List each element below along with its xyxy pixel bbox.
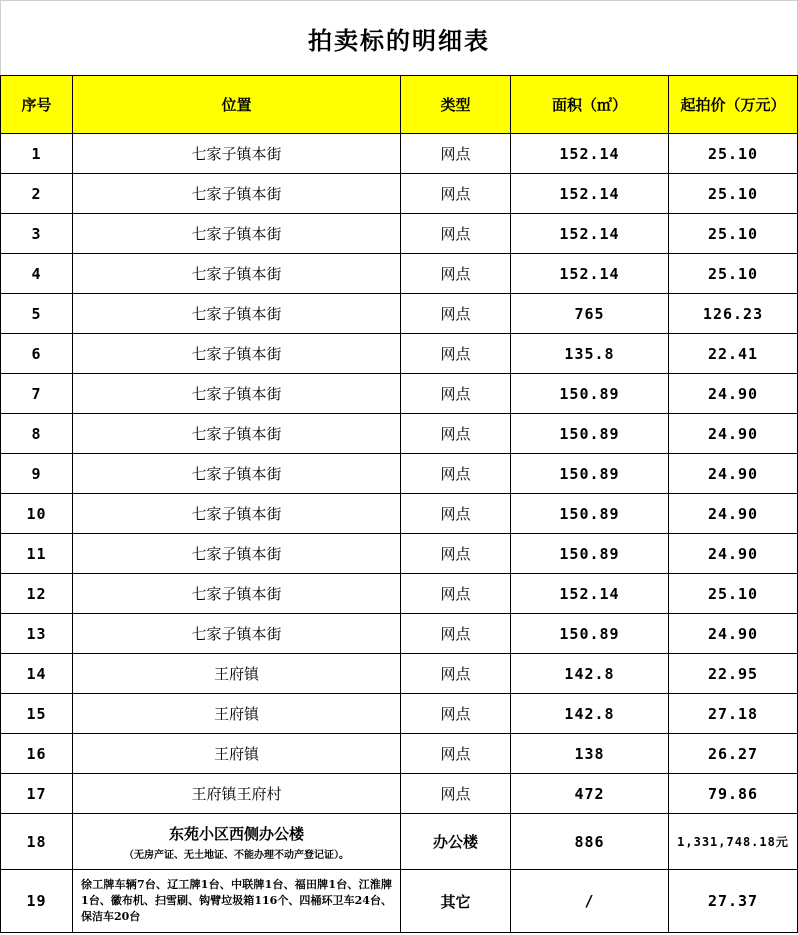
cell-position: 七家子镇本街 bbox=[73, 374, 401, 414]
cell-type: 网点 bbox=[401, 694, 511, 734]
cell-price: 1,331,748.18元 bbox=[669, 814, 798, 870]
cell-price: 25.10 bbox=[669, 134, 798, 174]
cell-area: / bbox=[511, 870, 669, 933]
cell-area: 152.14 bbox=[511, 254, 669, 294]
table-row bbox=[1, 694, 798, 734]
cell-type: 网点 bbox=[401, 294, 511, 334]
table-row bbox=[1, 254, 798, 294]
cell-position: 七家子镇本街 bbox=[73, 134, 401, 174]
cell-index: 12 bbox=[1, 574, 73, 614]
cell-index: 17 bbox=[1, 774, 73, 814]
cell-type: 网点 bbox=[401, 654, 511, 694]
table-row bbox=[1, 214, 798, 254]
cell-type: 网点 bbox=[401, 454, 511, 494]
cell-position: 七家子镇本街 bbox=[73, 574, 401, 614]
cell-index: 13 bbox=[1, 614, 73, 654]
cell-price: 22.41 bbox=[669, 334, 798, 374]
header-area: 面积（㎡） bbox=[511, 76, 669, 134]
cell-position: 七家子镇本街 bbox=[73, 534, 401, 574]
cell-price: 22.95 bbox=[669, 654, 798, 694]
cell-price: 26.27 bbox=[669, 734, 798, 774]
cell-type: 网点 bbox=[401, 334, 511, 374]
cell-price: 25.10 bbox=[669, 254, 798, 294]
cell-area: 152.14 bbox=[511, 134, 669, 174]
cell-area: 152.14 bbox=[511, 174, 669, 214]
cell-type: 网点 bbox=[401, 734, 511, 774]
cell-price: 24.90 bbox=[669, 534, 798, 574]
cell-type: 网点 bbox=[401, 534, 511, 574]
cell-index: 15 bbox=[1, 694, 73, 734]
header-index: 序号 bbox=[1, 76, 73, 134]
cell-position: 七家子镇本街 bbox=[73, 414, 401, 454]
cell-price: 27.37 bbox=[669, 870, 798, 933]
cell-type: 网点 bbox=[401, 374, 511, 414]
cell-index: 5 bbox=[1, 294, 73, 334]
cell-position: 王府镇 bbox=[73, 734, 401, 774]
cell-type: 其它 bbox=[401, 870, 511, 933]
cell-index: 6 bbox=[1, 334, 73, 374]
cell-area: 886 bbox=[511, 814, 669, 870]
cell-index: 9 bbox=[1, 454, 73, 494]
cell-index: 10 bbox=[1, 494, 73, 534]
cell-type: 网点 bbox=[401, 254, 511, 294]
header-price: 起拍价（万元） bbox=[669, 76, 798, 134]
position-note: （无房产证、无土地证、不能办理不动产登记证）。 bbox=[124, 849, 349, 861]
position-main: 东苑小区西侧办公楼 bbox=[168, 824, 304, 843]
cell-area: 142.8 bbox=[511, 654, 669, 694]
cell-price: 25.10 bbox=[669, 574, 798, 614]
cell-index: 8 bbox=[1, 414, 73, 454]
cell-area: 150.89 bbox=[511, 414, 669, 454]
table-row bbox=[1, 614, 798, 654]
cell-area: 142.8 bbox=[511, 694, 669, 734]
cell-index: 14 bbox=[1, 654, 73, 694]
cell-position: 七家子镇本街 bbox=[73, 454, 401, 494]
cell-position: 七家子镇本街 bbox=[73, 254, 401, 294]
cell-position: 王府镇 bbox=[73, 694, 401, 734]
cell-area: 135.8 bbox=[511, 334, 669, 374]
cell-price: 25.10 bbox=[669, 174, 798, 214]
table-row bbox=[1, 654, 798, 694]
cell-position: 王府镇 bbox=[73, 654, 401, 694]
cell-area: 150.89 bbox=[511, 534, 669, 574]
table-row bbox=[1, 534, 798, 574]
cell-position: 七家子镇本街 bbox=[73, 294, 401, 334]
table-title: 拍卖标的明细表 bbox=[1, 1, 798, 76]
cell-type: 网点 bbox=[401, 494, 511, 534]
cell-position: 七家子镇本街 bbox=[73, 334, 401, 374]
cell-price: 24.90 bbox=[669, 614, 798, 654]
table-row bbox=[1, 574, 798, 614]
cell-price: 24.90 bbox=[669, 454, 798, 494]
cell-position bbox=[73, 870, 401, 933]
cell-area: 152.14 bbox=[511, 214, 669, 254]
cell-position: 七家子镇本街 bbox=[73, 614, 401, 654]
cell-price: 25.10 bbox=[669, 214, 798, 254]
cell-price: 27.18 bbox=[669, 694, 798, 734]
cell-position: 七家子镇本街 bbox=[73, 174, 401, 214]
cell-type: 网点 bbox=[401, 414, 511, 454]
cell-index: 3 bbox=[1, 214, 73, 254]
cell-area: 152.14 bbox=[511, 574, 669, 614]
table-row bbox=[1, 374, 798, 414]
header-position: 位置 bbox=[73, 76, 401, 134]
cell-type: 网点 bbox=[401, 214, 511, 254]
cell-index: 11 bbox=[1, 534, 73, 574]
cell-type: 网点 bbox=[401, 134, 511, 174]
position-description: 徐工牌车辆7台、辽工牌1台、中联牌1台、福田牌1台、江淮牌1台、徽布机、扫雪刷、钩臂垃圾箱116个、四桶环卫车24台、保洁车20台 bbox=[81, 878, 392, 923]
cell-price: 24.90 bbox=[669, 494, 798, 534]
cell-index: 1 bbox=[1, 134, 73, 174]
table-row-18 bbox=[1, 814, 798, 870]
cell-index: 19 bbox=[1, 870, 73, 933]
cell-type: 网点 bbox=[401, 174, 511, 214]
table-row bbox=[1, 734, 798, 774]
cell-index: 18 bbox=[1, 814, 73, 870]
cell-type: 网点 bbox=[401, 774, 511, 814]
cell-position: 七家子镇本街 bbox=[73, 214, 401, 254]
table-row bbox=[1, 134, 798, 174]
table-row bbox=[1, 414, 798, 454]
cell-type: 网点 bbox=[401, 574, 511, 614]
cell-index: 4 bbox=[1, 254, 73, 294]
cell-area: 150.89 bbox=[511, 614, 669, 654]
cell-price: 24.90 bbox=[669, 374, 798, 414]
cell-area: 150.89 bbox=[511, 374, 669, 414]
cell-position bbox=[73, 814, 401, 870]
header-type: 类型 bbox=[401, 76, 511, 134]
cell-price: 79.86 bbox=[669, 774, 798, 814]
cell-price: 24.90 bbox=[669, 414, 798, 454]
cell-position: 王府镇王府村 bbox=[73, 774, 401, 814]
table-row-19 bbox=[1, 870, 798, 933]
cell-type: 办公楼 bbox=[401, 814, 511, 870]
table-row bbox=[1, 294, 798, 334]
cell-type: 网点 bbox=[401, 614, 511, 654]
table-row bbox=[1, 334, 798, 374]
cell-index: 7 bbox=[1, 374, 73, 414]
cell-price: 126.23 bbox=[669, 294, 798, 334]
cell-position: 七家子镇本街 bbox=[73, 494, 401, 534]
cell-area: 765 bbox=[511, 294, 669, 334]
header-row bbox=[1, 76, 798, 134]
cell-area: 150.89 bbox=[511, 494, 669, 534]
table-row bbox=[1, 494, 798, 534]
cell-area: 472 bbox=[511, 774, 669, 814]
table-row bbox=[1, 174, 798, 214]
cell-area: 138 bbox=[511, 734, 669, 774]
table-row bbox=[1, 454, 798, 494]
cell-area: 150.89 bbox=[511, 454, 669, 494]
table-row bbox=[1, 774, 798, 814]
cell-index: 2 bbox=[1, 174, 73, 214]
cell-index: 16 bbox=[1, 734, 73, 774]
